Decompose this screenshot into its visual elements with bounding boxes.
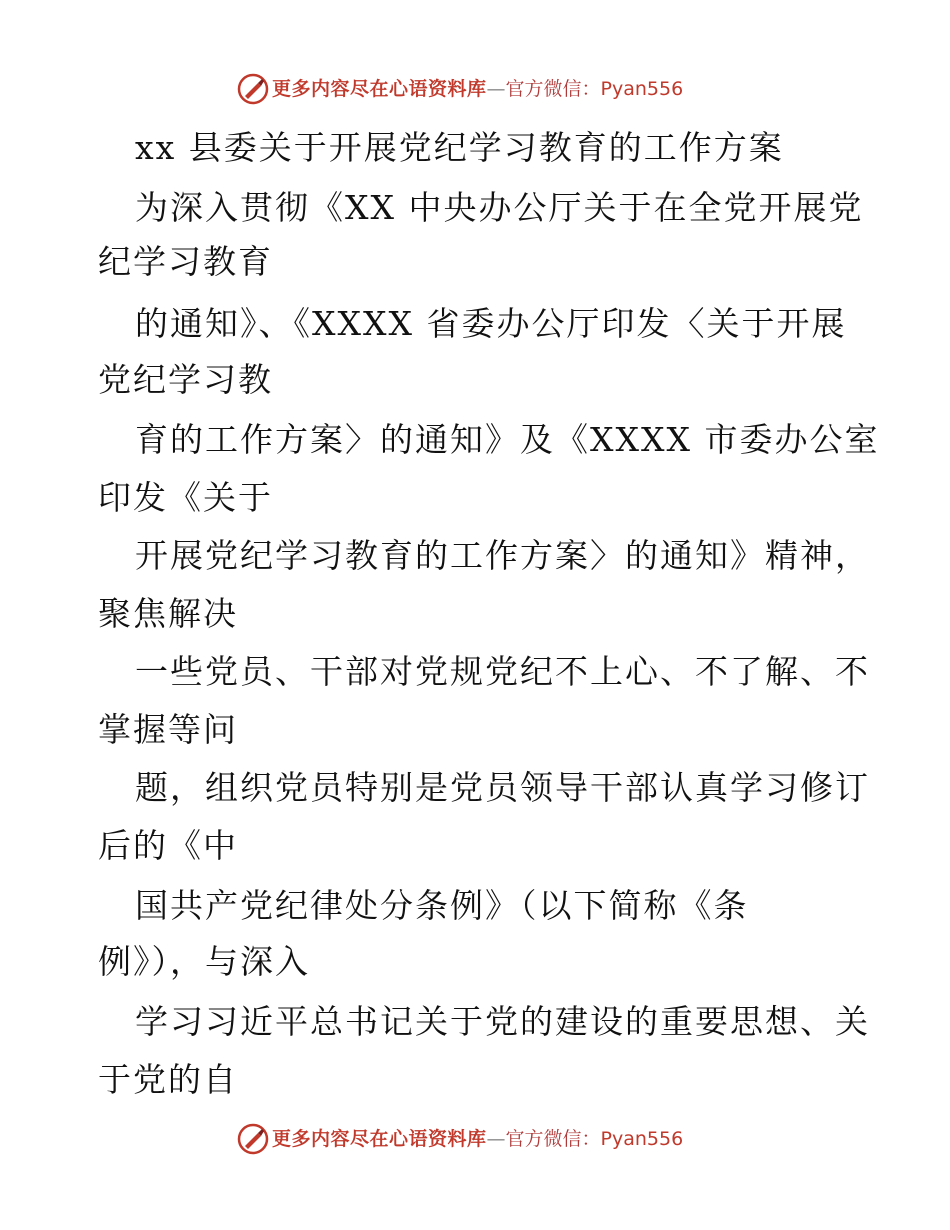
watermark-subtitle: 官方微信： <box>505 1128 601 1150</box>
doc-line: 于党的自 <box>98 1060 238 1099</box>
watermark-title: 更多内容尽在心语资料库 <box>272 1128 487 1150</box>
watermark-title: 更多内容尽在心语资料库 <box>272 78 487 100</box>
watermark-dash: — <box>486 1128 506 1150</box>
doc-line: 育的工作方案〉的通知》及《XXXX 市委办公室 <box>135 420 880 459</box>
header-watermark <box>0 70 950 110</box>
pen-circle-logo-icon <box>236 72 270 106</box>
doc-line: 例》），与深入 <box>98 942 310 981</box>
watermark-dash: — <box>486 78 506 100</box>
doc-line: 聚焦解决 <box>98 594 238 633</box>
pen-circle-logo-icon <box>236 1122 270 1156</box>
doc-line: 国共产党纪律处分条例》（以下简称《条 <box>135 886 749 925</box>
doc-line: 纪学习教育 <box>98 242 273 281</box>
watermark-text <box>272 1126 683 1152</box>
doc-line: 为深入贯彻《XX 中央办公厅关于在全党开展党 <box>135 188 864 227</box>
doc-title: xx 县委关于开展党纪学习教育的工作方案 <box>135 128 784 167</box>
doc-line: 题，组织党员特别是党员领导干部认真学习修订 <box>135 768 870 807</box>
doc-line: 后的《中 <box>98 826 238 865</box>
doc-line: 印发《关于 <box>98 478 273 517</box>
watermark-subtitle: 官方微信： <box>505 78 601 100</box>
doc-line: 掌握等问 <box>98 710 238 749</box>
doc-line: 党纪学习教 <box>98 360 273 399</box>
watermark-id: Pyan556 <box>600 1128 684 1150</box>
footer-watermark <box>0 1120 950 1160</box>
watermark-text <box>272 76 683 102</box>
doc-line: 开展党纪学习教育的工作方案〉的通知》精神， <box>135 536 870 575</box>
doc-line: 学习习近平总书记关于党的建设的重要思想、关 <box>135 1002 870 1041</box>
doc-line: 一些党员、干部对党规党纪不上心、不了解、不 <box>135 652 870 691</box>
watermark-id: Pyan556 <box>600 78 684 100</box>
doc-line: 的通知》、《XXXX 省委办公厅印发〈关于开展 <box>135 304 847 343</box>
